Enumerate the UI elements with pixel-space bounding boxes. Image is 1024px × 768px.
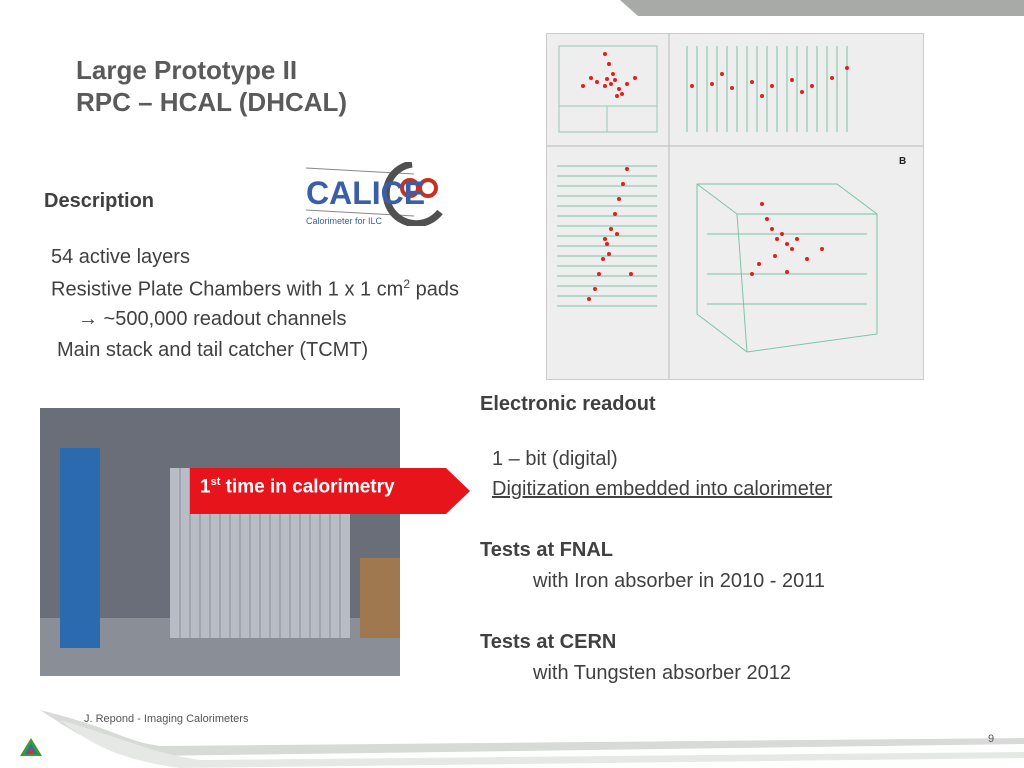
event-hits-bottom-left bbox=[587, 167, 633, 301]
description-heading: Description bbox=[44, 190, 155, 212]
event-hits-top-left bbox=[581, 52, 637, 98]
desc-item-stack: Main stack and tail catcher (TCMT) bbox=[57, 339, 369, 361]
calice-logo-text: CALICE bbox=[306, 175, 426, 211]
detector-3d-cube bbox=[697, 184, 877, 352]
argonne-logo-icon bbox=[20, 738, 42, 756]
fnal-heading: Tests at FNAL bbox=[480, 539, 613, 561]
desc-item-rpc-text: Resistive Plate Chambers with 1 x 1 cm bbox=[51, 278, 404, 301]
page-number: 9 bbox=[988, 733, 995, 745]
cern-detail: with Tungsten absorber 2012 bbox=[533, 662, 791, 684]
desc-item-layers: 54 active layers bbox=[51, 246, 190, 268]
desc-item-rpc-pads: pads bbox=[410, 278, 459, 301]
readout-heading: Electronic readout bbox=[480, 393, 656, 415]
title-line-2: RPC – HCAL (DHCAL) bbox=[76, 87, 348, 117]
title-line-1: Large Prototype II bbox=[76, 55, 298, 85]
slide-title bbox=[76, 54, 347, 118]
event-hits-top-right bbox=[690, 66, 849, 98]
layers-side-view bbox=[687, 46, 847, 132]
calice-logo-subtitle: Calorimeter for ILC bbox=[306, 216, 383, 226]
calice-logo bbox=[304, 162, 444, 226]
callout-text bbox=[200, 476, 395, 498]
event-display-graphic bbox=[547, 34, 923, 379]
desc-item-channels: → ~500,000 readout channels bbox=[78, 308, 347, 330]
detector-photo-graphic bbox=[40, 408, 400, 676]
desc-item-rpc-sup: 2 bbox=[403, 277, 411, 291]
header-band bbox=[600, 0, 1024, 16]
readout-item-bit: 1 – bit (digital) bbox=[492, 448, 618, 470]
readout-item-digitization: Digitization embedded into calorimeter bbox=[492, 478, 833, 500]
callout-sup: st bbox=[210, 476, 221, 488]
event-hits-bottom-right bbox=[750, 202, 824, 276]
fnal-detail: with Iron absorber in 2010 - 2011 bbox=[533, 570, 826, 592]
desc-item-rpc bbox=[51, 277, 459, 302]
event-display bbox=[546, 33, 924, 380]
event-panel-label: B bbox=[899, 156, 907, 167]
callout-number: 1 bbox=[200, 476, 211, 498]
cern-heading: Tests at CERN bbox=[480, 631, 617, 653]
layers-front-view bbox=[557, 166, 657, 306]
detector-photo bbox=[40, 408, 400, 676]
footer-swoosh bbox=[0, 700, 1024, 768]
footer-author: J. Repond - Imaging Calorimeters bbox=[84, 713, 249, 725]
callout-label: time in calorimetry bbox=[220, 476, 395, 498]
